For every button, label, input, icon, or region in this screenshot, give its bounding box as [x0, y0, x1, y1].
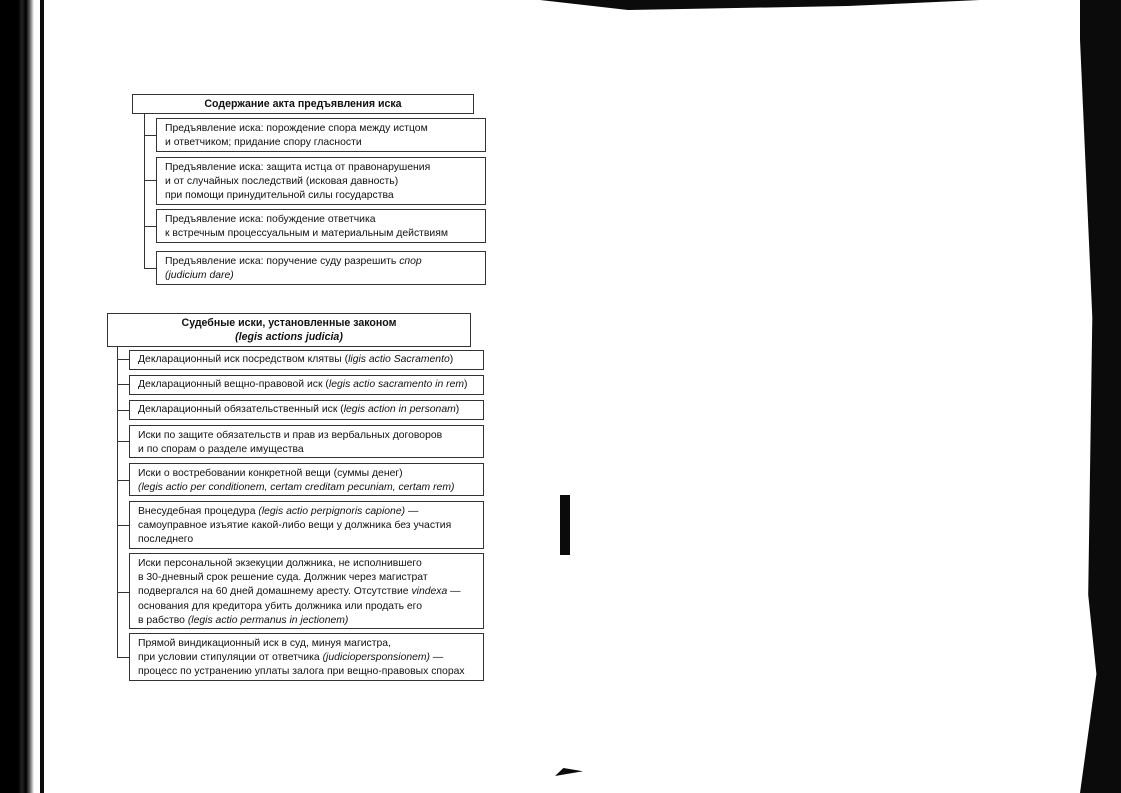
- scan-edge-top: [540, 0, 980, 10]
- item-text-italic: спор: [399, 256, 422, 267]
- item-line: в 30-дневный срок решение суда. Должник через магистрат: [138, 572, 428, 584]
- diagram1-connector: [144, 114, 145, 269]
- item-text-italic: (legis actio permanus in jectionem): [187, 614, 349, 626]
- connector-tick: [144, 135, 156, 136]
- item-line: процесс по устранению уплаты залога при вещно-правовых спорах: [138, 666, 465, 678]
- item-line: к встречным процессуальным и материальным действиям: [165, 228, 448, 240]
- item-text: —: [447, 586, 461, 598]
- diagram2-item: [129, 463, 484, 496]
- item-line: [138, 614, 475, 628]
- item-line: Предъявление иска: защита истца от правонарушения: [165, 162, 431, 173]
- scan-edge-left-stripe: [40, 0, 44, 793]
- scan-mark-bottom: [555, 768, 583, 776]
- connector-tick: [144, 180, 156, 181]
- connector-tick: [144, 268, 156, 269]
- item-text-italic: (judiciopersponsionem): [322, 652, 431, 664]
- connector-tick: [117, 480, 129, 481]
- connector-tick: [117, 359, 129, 360]
- item-line: [138, 651, 475, 665]
- item-line: последнего: [138, 534, 194, 546]
- item-text-italic: legis action in personam: [343, 404, 456, 415]
- item-line: [138, 585, 475, 599]
- item-line: Иски о востребовании конкретной вещи (суммы денег): [138, 468, 403, 479]
- diagram2-item: [129, 633, 484, 681]
- item-text-italic: (legis actio perpignoris capione): [258, 506, 406, 517]
- diagram1-header: Содержание акта предъявления иска: [132, 94, 474, 114]
- diagram2-item: [129, 553, 484, 629]
- item-text: Декларационный вещно-правовой иск (: [138, 379, 329, 390]
- connector-tick: [117, 441, 129, 442]
- connector-tick: [117, 410, 129, 411]
- diagram2-item: [129, 501, 484, 549]
- diagram1-item: [156, 251, 486, 285]
- scan-edge-left: [0, 0, 34, 793]
- scan-edge-right: [1080, 0, 1121, 793]
- item-line: [165, 255, 477, 269]
- item-text: в рабство: [138, 614, 188, 626]
- item-text: при условии стипуляции от ответчика: [138, 652, 323, 664]
- diagram1-item: [156, 157, 486, 205]
- item-line: Предъявление иска: побуждение ответчика: [165, 214, 376, 225]
- diagram2-header: [107, 313, 471, 347]
- item-text-italic: vindexa: [411, 586, 448, 598]
- item-text: ): [455, 404, 460, 415]
- item-text: —: [405, 506, 419, 517]
- item-line: Предъявление иска: порождение спора между истцом: [165, 123, 428, 134]
- item-text: подвергался на 60 дней домашнему аресту. Отсутствие: [138, 586, 412, 598]
- diagram2-item: [129, 350, 484, 370]
- item-text: Внесудебная процедура: [138, 506, 259, 517]
- header-line: Судебные иски, установленные законом: [181, 317, 397, 329]
- item-line: Иски персональной экзекуции должника, не исполнившего: [138, 558, 422, 569]
- item-text: ): [464, 379, 468, 390]
- item-line: и по спорам о разделе имущества: [138, 444, 304, 456]
- item-line: и от случайных последствий (исковая давность): [165, 176, 399, 188]
- item-text: —: [430, 652, 444, 664]
- connector-tick: [144, 226, 156, 227]
- item-line: Иски по защите обязательств и прав из вербальных договоров: [138, 430, 443, 441]
- item-text-italic: ligis actio Sacramento: [348, 354, 450, 365]
- scan-mark-middle: [560, 495, 570, 555]
- item-line: при помощи принудительной силы государства: [165, 190, 394, 202]
- item-line: Прямой виндикационный иск в суд, минуя магистра,: [138, 638, 391, 649]
- item-line: и ответчиком; придание спору гласности: [165, 137, 362, 149]
- connector-tick: [117, 384, 129, 385]
- item-line: [138, 505, 475, 519]
- item-line: (legis actio per conditionem, certam creditam pecuniam, certam rem): [138, 482, 455, 494]
- diagram1-item: [156, 118, 486, 152]
- item-text: ): [449, 354, 454, 365]
- diagram1-item: [156, 209, 486, 243]
- item-line: (judicium dare): [165, 270, 234, 282]
- diagram2-connector: [117, 347, 118, 657]
- item-text-italic: legis actio sacramento in rem: [328, 379, 465, 390]
- item-text: Декларационный иск посредством клятвы (: [138, 354, 349, 365]
- connector-tick: [117, 592, 129, 593]
- connector-tick: [117, 525, 129, 526]
- diagram2-item: [129, 425, 484, 458]
- diagram2-item: [129, 375, 484, 395]
- item-text: Декларационный обязательственный иск (: [138, 404, 344, 415]
- header-line: (legis actions judicia): [235, 331, 343, 344]
- item-text: Предъявление иска: поручение суду разрешить: [165, 256, 400, 267]
- item-line: самоуправное изъятие какой-либо вещи у должника без участия: [138, 520, 452, 532]
- diagram2-item: [129, 400, 484, 420]
- item-line: основания для кредитора убить должника или продать его: [138, 600, 423, 612]
- connector-tick: [117, 657, 129, 658]
